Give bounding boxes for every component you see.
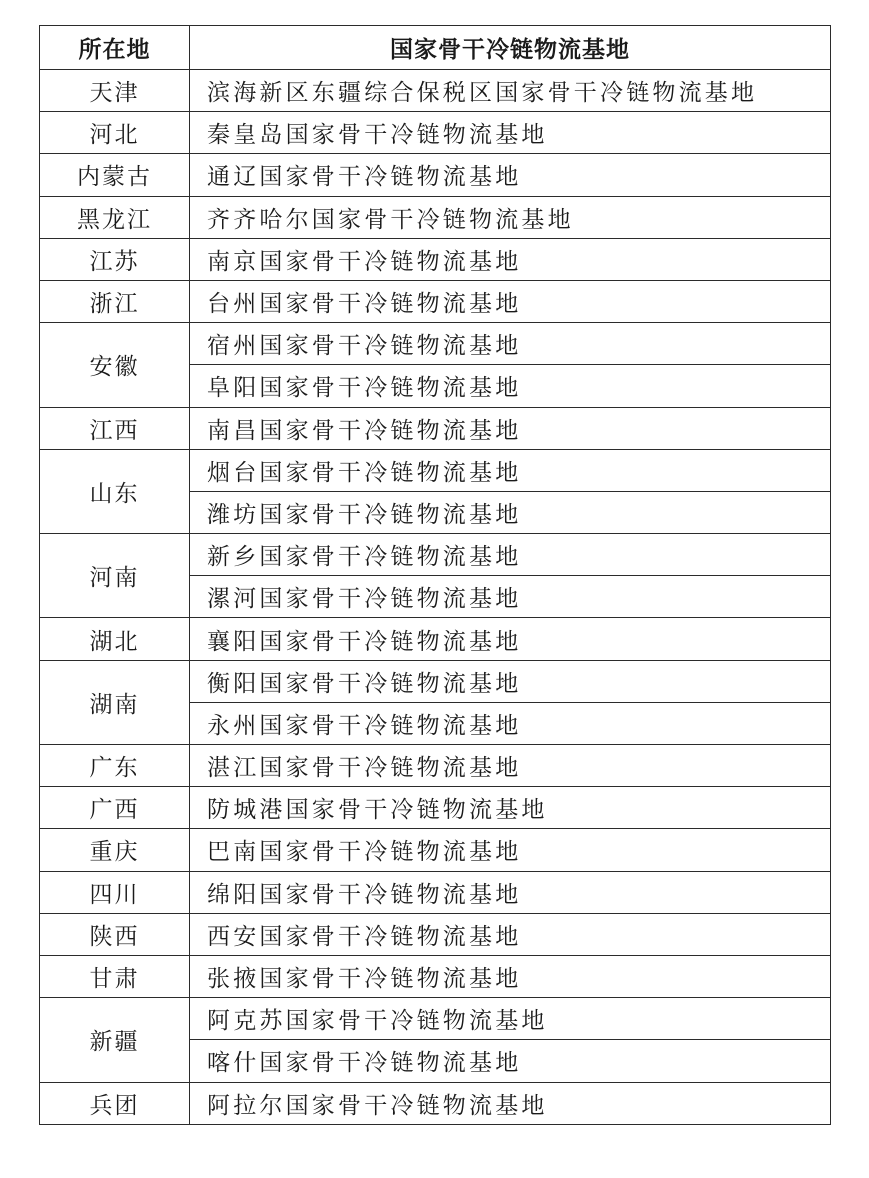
base-cell: 喀什国家骨干冷链物流基地 bbox=[190, 1040, 831, 1082]
base-cell: 巴南国家骨干冷链物流基地 bbox=[190, 829, 831, 871]
province-cell: 湖北 bbox=[40, 618, 190, 660]
table-row bbox=[40, 787, 831, 829]
province-cell: 天津 bbox=[40, 70, 190, 112]
province-cell: 湖南 bbox=[40, 660, 190, 744]
table-row bbox=[40, 280, 831, 322]
table-row bbox=[40, 745, 831, 787]
province-cell: 黑龙江 bbox=[40, 196, 190, 238]
province-cell: 河北 bbox=[40, 112, 190, 154]
province-cell: 江西 bbox=[40, 407, 190, 449]
province-cell: 内蒙古 bbox=[40, 154, 190, 196]
table-row bbox=[40, 407, 831, 449]
table-row bbox=[40, 238, 831, 280]
base-cell: 阿克苏国家骨干冷链物流基地 bbox=[190, 998, 831, 1040]
header-base: 国家骨干冷链物流基地 bbox=[190, 26, 831, 70]
table-row bbox=[40, 913, 831, 955]
province-cell: 新疆 bbox=[40, 998, 190, 1082]
cold-chain-base-table bbox=[39, 25, 831, 1125]
base-cell: 绵阳国家骨干冷链物流基地 bbox=[190, 871, 831, 913]
province-cell: 浙江 bbox=[40, 280, 190, 322]
base-cell: 阜阳国家骨干冷链物流基地 bbox=[190, 365, 831, 407]
base-cell: 襄阳国家骨干冷链物流基地 bbox=[190, 618, 831, 660]
table-row bbox=[40, 154, 831, 196]
base-cell: 阿拉尔国家骨干冷链物流基地 bbox=[190, 1082, 831, 1124]
table-row bbox=[40, 534, 831, 576]
base-cell: 南昌国家骨干冷链物流基地 bbox=[190, 407, 831, 449]
table-row bbox=[40, 871, 831, 913]
base-cell: 张掖国家骨干冷链物流基地 bbox=[190, 955, 831, 997]
base-cell: 齐齐哈尔国家骨干冷链物流基地 bbox=[190, 196, 831, 238]
province-cell: 广东 bbox=[40, 745, 190, 787]
province-cell: 重庆 bbox=[40, 829, 190, 871]
table-body bbox=[40, 70, 831, 1125]
base-cell: 潍坊国家骨干冷链物流基地 bbox=[190, 491, 831, 533]
base-cell: 衡阳国家骨干冷链物流基地 bbox=[190, 660, 831, 702]
base-cell: 台州国家骨干冷链物流基地 bbox=[190, 280, 831, 322]
table-row bbox=[40, 955, 831, 997]
province-cell: 甘肃 bbox=[40, 955, 190, 997]
base-cell: 防城港国家骨干冷链物流基地 bbox=[190, 787, 831, 829]
base-cell: 南京国家骨干冷链物流基地 bbox=[190, 238, 831, 280]
header-province: 所在地 bbox=[40, 26, 190, 70]
base-cell: 漯河国家骨干冷链物流基地 bbox=[190, 576, 831, 618]
base-cell: 秦皇岛国家骨干冷链物流基地 bbox=[190, 112, 831, 154]
province-cell: 兵团 bbox=[40, 1082, 190, 1124]
table-row bbox=[40, 998, 831, 1040]
base-cell: 烟台国家骨干冷链物流基地 bbox=[190, 449, 831, 491]
table-row bbox=[40, 1082, 831, 1124]
table-row bbox=[40, 660, 831, 702]
province-cell: 广西 bbox=[40, 787, 190, 829]
table-row bbox=[40, 449, 831, 491]
table-row bbox=[40, 112, 831, 154]
base-cell: 西安国家骨干冷链物流基地 bbox=[190, 913, 831, 955]
base-cell: 通辽国家骨干冷链物流基地 bbox=[190, 154, 831, 196]
province-cell: 四川 bbox=[40, 871, 190, 913]
table-row bbox=[40, 323, 831, 365]
base-cell: 永州国家骨干冷链物流基地 bbox=[190, 702, 831, 744]
table-row bbox=[40, 829, 831, 871]
province-cell: 河南 bbox=[40, 534, 190, 618]
base-cell: 新乡国家骨干冷链物流基地 bbox=[190, 534, 831, 576]
province-cell: 江苏 bbox=[40, 238, 190, 280]
base-cell: 滨海新区东疆综合保税区国家骨干冷链物流基地 bbox=[190, 70, 831, 112]
table-row bbox=[40, 618, 831, 660]
table-row bbox=[40, 70, 831, 112]
table-header-row bbox=[40, 26, 831, 70]
table-row bbox=[40, 196, 831, 238]
province-cell: 安徽 bbox=[40, 323, 190, 407]
base-cell: 宿州国家骨干冷链物流基地 bbox=[190, 323, 831, 365]
province-cell: 山东 bbox=[40, 449, 190, 533]
province-cell: 陕西 bbox=[40, 913, 190, 955]
base-cell: 湛江国家骨干冷链物流基地 bbox=[190, 745, 831, 787]
